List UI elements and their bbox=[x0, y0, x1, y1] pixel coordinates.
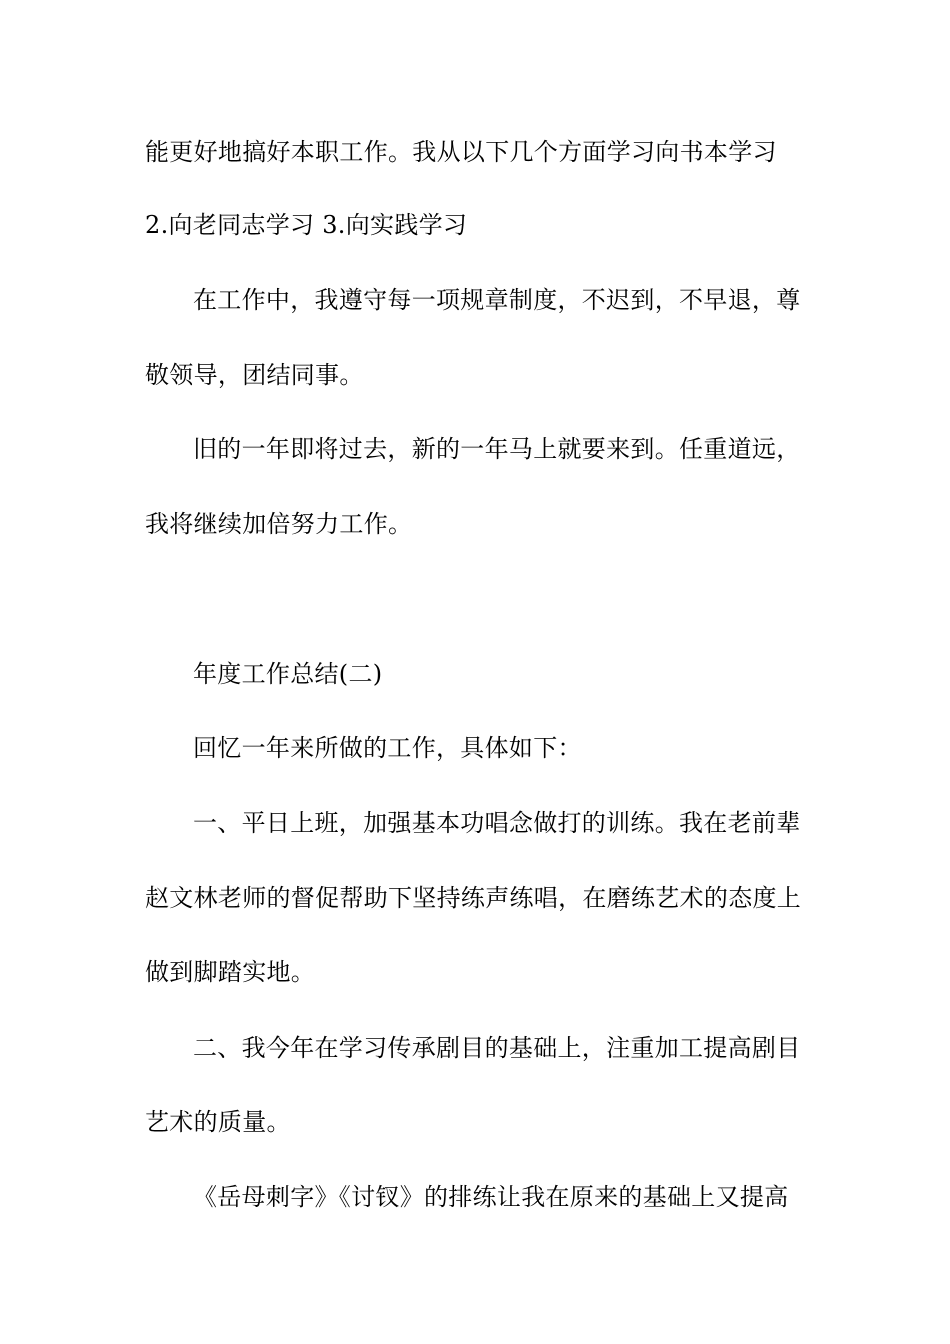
paragraph-line: 《岳母刺字》《讨钗》的排练让我在原来的基础上又提高 bbox=[193, 1183, 789, 1211]
paragraph-line: 回忆一年来所做的工作，具体如下： bbox=[193, 734, 582, 762]
paragraph-line: 我将继续加倍努力工作。 bbox=[145, 510, 413, 538]
paragraph-line: 2.向老同志学习 3.向实践学习 bbox=[145, 211, 468, 239]
paragraph-line: 敬领导，团结同事。 bbox=[145, 361, 364, 389]
paragraph-line: 艺术的质量。 bbox=[145, 1108, 291, 1136]
paragraph-line: 旧的一年即将过去，新的一年马上就要来到。任重道远， bbox=[193, 435, 801, 463]
paragraph-line: 能更好地搞好本职工作。我从以下几个方面学习向书本学习 bbox=[145, 138, 777, 166]
paragraph-line: 在工作中，我遵守每一项规章制度，不迟到，不早退，尊 bbox=[193, 286, 801, 314]
paragraph-line: 一、平日上班，加强基本功唱念做打的训练。我在老前辈 bbox=[193, 809, 801, 837]
paragraph-line: 赵文林老师的督促帮助下坚持练声练唱，在磨练艺术的态度上 bbox=[145, 884, 802, 912]
section-heading: 年度工作总结(二) bbox=[193, 660, 383, 688]
paragraph-line: 二、我今年在学习传承剧目的基础上，注重加工提高剧目 bbox=[193, 1034, 801, 1062]
paragraph-line: 做到脚踏实地。 bbox=[145, 958, 316, 986]
